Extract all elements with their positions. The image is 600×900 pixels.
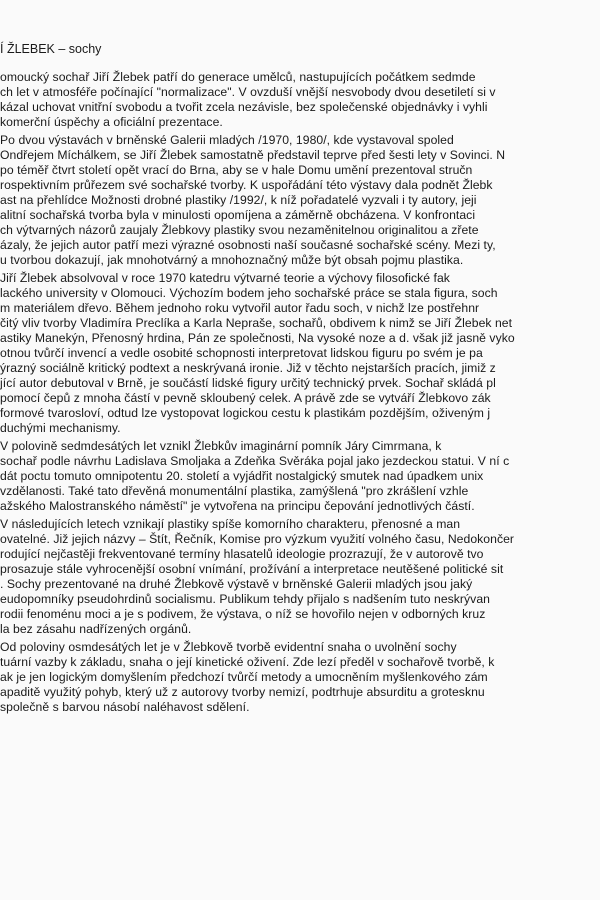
- paragraph: [0, 517, 600, 637]
- text-line: ch let v atmosféře počínající "normalizace". V ovzduší vnější nesvobody dvou desetiletí si v: [0, 85, 496, 99]
- text-line: u tvorbou dokazují, jak mnohotvárný a mnohoznačný může být obsah pojmu plastika.: [0, 253, 464, 267]
- text-line: apaditě využitý pohyb, který už z autorovy tvorby nemizí, podtrhuje absurditu a grotesknu: [0, 685, 485, 699]
- text-line: m materiálem dřevo. Během jednoho roku vytvořil autor řadu soch, v nichž lze postřehnr: [0, 301, 480, 315]
- text-line: Od poloviny osmdesátých let je v Žlebkově tvorbě evidentní snaha o uvolnění sochy: [0, 640, 457, 654]
- text-line: po téměř čtvrt století opět vrací do Brna, aby se v hale Domu umění prezentoval stručn: [0, 163, 473, 177]
- text-line: společně s barvou násobí naléhavost sdělení.: [0, 700, 250, 714]
- text-line: ázaly, že jejich autor patří mezi výrazné osobnosti naší současné sochařské scény. Mezi ty,: [0, 238, 496, 252]
- text-line: sochař podle návrhu Ladislava Smoljaka a Zdeňka Svěráka pojal jako jezdeckou statui. V ní c: [0, 454, 510, 468]
- text-line: eudopomníky pseudohrdinů socialismu. Publikum tehdy přijalo s nadšením tuto neskrývan: [0, 592, 490, 606]
- text-line: V následujících letech vznikají plastiky spíše komorního charakteru, přenosné a man: [0, 517, 461, 531]
- text-line: alitní sochařská tvorba byla v minulosti opomíjena a záměrně obcházena. V konfrontaci: [0, 208, 476, 222]
- text-line: tuární vazby k základu, snaha o její kinetické oživení. Zde lezí předěl v sochařově tvorbě, k: [0, 655, 495, 669]
- text-line: omoucký sochař Jiří Žlebek patří do generace umělců, nastupujících počátkem sedmde: [0, 70, 476, 84]
- text-line: ažského Malostranského náměstí" je vytvořena na principu čepování jednotlivých částí.: [0, 499, 475, 513]
- text-line: Po dvou výstavách v brněnské Galerii mladých /1970, 1980/, kde vystavoval spoled: [0, 133, 454, 147]
- text-line: rospektivním průřezem své sochařské tvorby. K uspořádání této výstavy dala podnět Žlebk: [0, 178, 493, 192]
- text-line: formové tvarosloví, odtud lze vystopovat logickou cestu k plastikám pozdějším, oživeným j: [0, 406, 491, 420]
- text-line: prosazuje stále vyhrocenější osobní vnímání, prožívání a interpretace neutěšené politické sit: [0, 562, 504, 576]
- text-line: Ondřejem Míchálkem, se Jiří Žlebek samostatně představil teprve před šesti lety v Sovinci. N: [0, 148, 506, 162]
- text-line: la bez zásahu nadřízených orgánů.: [0, 622, 192, 636]
- text-line: ch výtvarných názorů zaujaly Žlebkovy plastiky svou nezaměnitelnou originalitou a zřete: [0, 223, 479, 237]
- text-line: ýrazný sociálně kritický podtext a neskrývaná ironie. Již v těchto nejstarších pracích, jimiž z: [0, 361, 496, 375]
- text-line: pomocí čepů z mnoha částí v pevně skloubený celek. A právě zde se vytváří Žlebkovo zák: [0, 391, 491, 405]
- text-line: ovatelné. Již jejich názvy – Štít, Řečník, Komise pro výzkum využití volného času, Nedokončer: [0, 532, 515, 546]
- document-body: [0, 70, 600, 715]
- paragraph: [0, 640, 600, 715]
- text-line: Jiří Žlebek absolvoval v roce 1970 katedru výtvarné teorie a výchovy filosofické fak: [0, 271, 450, 285]
- text-line: duchými mechanismy.: [0, 421, 121, 435]
- text-line: čitý vliv tvorby Vladimíra Preclíka a Karla Nepraše, sochařů, obdivem k nimž se Jiří Žlebek net: [0, 316, 513, 330]
- text-line: ak je jen logickým domyšlením předchozí tvůrčí metody a umocněním myšlenkového zám: [0, 670, 488, 684]
- text-line: astiky Manekýn, Přenosný hrdina, Pán ze společnosti, Na vysoké noze a d. však již jasně vyko: [0, 331, 515, 345]
- paragraph: [0, 271, 600, 436]
- text-line: komerční úspěchy a oficiální prezentace.: [0, 115, 223, 129]
- paragraph: [0, 70, 600, 130]
- text-line: vzdělanosti. Také tato dřevěná monumentální plastika, zamýšlená "pro zkrášlení vzhle: [0, 484, 469, 498]
- text-line: rodii fenoménu moci a je s podivem, že výstava, o níž se hovořilo nejen v odborných kruz: [0, 607, 486, 621]
- paragraph: [0, 133, 600, 268]
- text-line: rodující nejčastěji frekventované termíny hlasatelů ideologie prozrazují, že v autorově tvo: [0, 547, 484, 561]
- text-line: lackého university v Olomouci. Výchozím bodem jeho sochařské práce se stala figura, soch: [0, 286, 498, 300]
- text-line: kázal uchovat vnitřní svobodu a tvořit zcela nezávisle, bez společenské objednávky i vyhli: [0, 100, 488, 114]
- text-line: otnou tvůrčí invencí a vedle osobité schopnosti interpretovat lidskou figuru po svém je pa: [0, 346, 483, 360]
- document-title: Í ŽLEBEK – sochy: [0, 42, 102, 56]
- text-line: dát poctu tomuto omnipotentu 20. století a vyjádřit nostalgický smutek nad úpadkem unix: [0, 469, 484, 483]
- text-line: V polovině sedmdesátých let vznikl Žlebkův imaginární pomník Járy Cimrmana, k: [0, 439, 442, 453]
- text-line: ast na přehlídce Možnosti drobné plastiky /1992/, k níž pořadatelé vyzvali i ty autory, jeji: [0, 193, 477, 207]
- paragraph: [0, 439, 600, 514]
- text-line: . Sochy prezentované na druhé Žlebkově výstavě v brněnské Galerii mladých jsou jaký: [0, 577, 473, 591]
- text-line: jící autor debutoval v Brně, je součástí lidské figury určitý technický prvek. Sochař skládá pl: [0, 376, 496, 390]
